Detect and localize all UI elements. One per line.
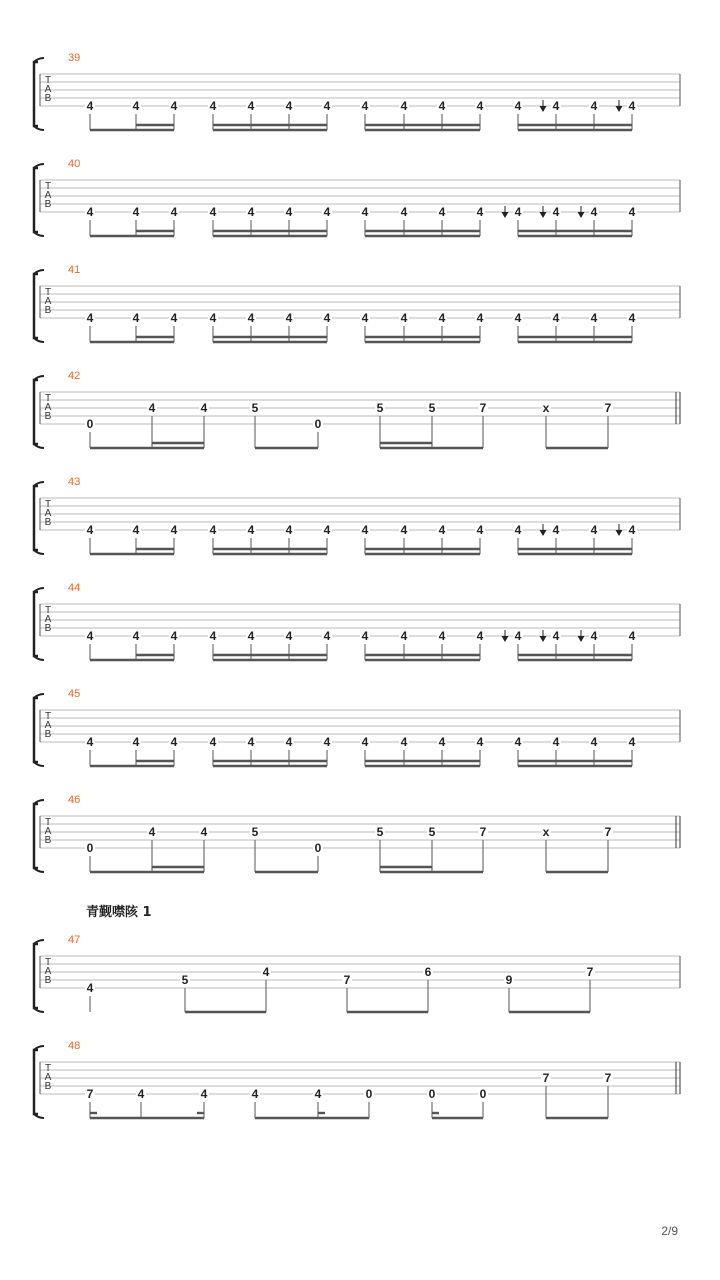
fret-number: 5 bbox=[251, 825, 259, 839]
fret-number: 7 bbox=[86, 1087, 94, 1101]
fret-number: 4 bbox=[400, 311, 408, 325]
fret-number: 4 bbox=[438, 523, 446, 537]
fret-number: 4 bbox=[209, 205, 217, 219]
fret-number: 5 bbox=[376, 825, 384, 839]
tab-clef-letter: T bbox=[44, 181, 52, 192]
fret-number: 4 bbox=[628, 735, 636, 749]
fret-number: 4 bbox=[514, 311, 522, 325]
fret-number: 4 bbox=[285, 99, 293, 113]
fret-number: 4 bbox=[323, 629, 331, 643]
fret-number: 4 bbox=[209, 99, 217, 113]
fret-number: 0 bbox=[314, 417, 322, 431]
measure-number: 44 bbox=[68, 582, 81, 594]
fret-number: 4 bbox=[86, 99, 94, 113]
fret-number: 4 bbox=[132, 311, 140, 325]
tab-clef-letter: T bbox=[44, 75, 52, 86]
tab-clef-letter: T bbox=[44, 605, 52, 616]
fret-number: 4 bbox=[323, 735, 331, 749]
fret-number: 4 bbox=[262, 965, 270, 979]
strum-down-arrow-icon bbox=[502, 636, 509, 642]
tab-clef-letter: B bbox=[44, 93, 52, 104]
fret-number: 4 bbox=[476, 629, 484, 643]
bracket-hook-bottom bbox=[34, 126, 44, 130]
fret-number: 4 bbox=[323, 99, 331, 113]
fret-number: x bbox=[542, 401, 550, 415]
fret-number: 4 bbox=[285, 735, 293, 749]
fret-number: 4 bbox=[285, 629, 293, 643]
fret-number: 5 bbox=[376, 401, 384, 415]
fret-number: 4 bbox=[132, 629, 140, 643]
system-bracket bbox=[34, 486, 38, 550]
fret-number: 4 bbox=[628, 629, 636, 643]
tab-system-40 bbox=[34, 158, 680, 236]
tab-clef-letter: B bbox=[44, 1081, 52, 1092]
tab-clef-letter: A bbox=[44, 966, 52, 977]
fret-number: 4 bbox=[552, 311, 560, 325]
fret-number: 4 bbox=[438, 629, 446, 643]
bracket-hook-top bbox=[34, 1046, 44, 1050]
bracket-hook-top bbox=[34, 940, 44, 944]
tab-clef-letter: B bbox=[44, 517, 52, 528]
system-bracket bbox=[34, 944, 38, 1008]
bracket-hook-top bbox=[34, 800, 44, 804]
bracket-hook-top bbox=[34, 58, 44, 62]
fret-number: 5 bbox=[428, 825, 436, 839]
tab-clef-letter: B bbox=[44, 411, 52, 422]
fret-number: 4 bbox=[209, 523, 217, 537]
fret-number: 7 bbox=[586, 965, 594, 979]
strum-down-arrow-icon bbox=[540, 106, 547, 112]
system-bracket bbox=[34, 168, 38, 232]
fret-number: 5 bbox=[428, 401, 436, 415]
fret-number: 4 bbox=[247, 311, 255, 325]
fret-number: 4 bbox=[514, 99, 522, 113]
bracket-hook-top bbox=[34, 270, 44, 274]
fret-number: 4 bbox=[137, 1087, 145, 1101]
measure-number: 47 bbox=[68, 934, 81, 946]
fret-number: 4 bbox=[247, 205, 255, 219]
fret-number: 4 bbox=[247, 523, 255, 537]
measure-number: 45 bbox=[68, 688, 81, 700]
fret-number: 4 bbox=[86, 523, 94, 537]
strum-down-arrow-icon bbox=[540, 212, 547, 218]
fret-number: 4 bbox=[438, 735, 446, 749]
bracket-hook-bottom bbox=[34, 656, 44, 660]
bracket-hook-bottom bbox=[34, 762, 44, 766]
fret-number: 5 bbox=[251, 401, 259, 415]
system-bracket bbox=[34, 1050, 38, 1114]
fret-number: 4 bbox=[514, 629, 522, 643]
system-bracket bbox=[34, 698, 38, 762]
fret-number: 4 bbox=[200, 1087, 208, 1101]
fret-number: 4 bbox=[170, 629, 178, 643]
tab-clef-letter: A bbox=[44, 826, 52, 837]
fret-number: 4 bbox=[552, 629, 560, 643]
tab-system-41 bbox=[34, 264, 680, 342]
fret-number: 4 bbox=[209, 629, 217, 643]
fret-number: 4 bbox=[552, 735, 560, 749]
fret-number: 4 bbox=[86, 735, 94, 749]
bracket-hook-bottom bbox=[34, 1114, 44, 1118]
fret-number: 4 bbox=[323, 311, 331, 325]
bracket-hook-top bbox=[34, 482, 44, 486]
fret-number: 9 bbox=[505, 973, 513, 987]
tab-system-43 bbox=[34, 476, 680, 554]
fret-number: 4 bbox=[285, 205, 293, 219]
section-label: 青觐噤陔 1 bbox=[86, 905, 152, 920]
fret-number: 4 bbox=[86, 629, 94, 643]
measure-number: 43 bbox=[68, 476, 81, 488]
system-bracket bbox=[34, 274, 38, 338]
strum-down-arrow-icon bbox=[616, 530, 623, 536]
fret-number: 4 bbox=[476, 311, 484, 325]
fret-number: 4 bbox=[285, 523, 293, 537]
fret-number: 7 bbox=[542, 1071, 550, 1085]
fret-number: 4 bbox=[314, 1087, 322, 1101]
fret-number: 4 bbox=[476, 99, 484, 113]
fret-number: 4 bbox=[628, 523, 636, 537]
bracket-hook-bottom bbox=[34, 338, 44, 342]
fret-number: 4 bbox=[132, 99, 140, 113]
fret-number: 4 bbox=[86, 205, 94, 219]
tab-clef-letter: A bbox=[44, 508, 52, 519]
fret-number: 4 bbox=[361, 523, 369, 537]
tab-system-44 bbox=[34, 582, 680, 660]
fret-number: 4 bbox=[170, 99, 178, 113]
fret-number: 7 bbox=[479, 401, 487, 415]
tab-clef-letter: A bbox=[44, 402, 52, 413]
measure-number: 46 bbox=[68, 794, 81, 806]
strum-down-arrow-icon bbox=[578, 636, 585, 642]
tab-clef-letter: B bbox=[44, 729, 52, 740]
tab-clef-letter: B bbox=[44, 835, 52, 846]
fret-number: 6 bbox=[424, 965, 432, 979]
tab-clef-letter: T bbox=[44, 1063, 52, 1074]
fret-number: 4 bbox=[361, 735, 369, 749]
tab-clef-letter: A bbox=[44, 1072, 52, 1083]
bracket-hook-top bbox=[34, 164, 44, 168]
system-bracket bbox=[34, 804, 38, 868]
fret-number: 7 bbox=[343, 973, 351, 987]
tab-clef-letter: A bbox=[44, 614, 52, 625]
fret-number: 4 bbox=[200, 825, 208, 839]
fret-number: 0 bbox=[479, 1087, 487, 1101]
fret-number: 4 bbox=[628, 311, 636, 325]
fret-number: 4 bbox=[361, 205, 369, 219]
fret-number: 7 bbox=[604, 401, 612, 415]
fret-number: 4 bbox=[514, 205, 522, 219]
tab-systems bbox=[34, 52, 680, 1118]
fret-number: 4 bbox=[323, 205, 331, 219]
tab-system-42 bbox=[34, 370, 680, 448]
tab-system-48 bbox=[34, 1040, 680, 1118]
fret-number: 4 bbox=[590, 735, 598, 749]
tab-clef-letter: T bbox=[44, 957, 52, 968]
fret-number: 4 bbox=[86, 981, 94, 995]
strum-down-arrow-icon bbox=[578, 212, 585, 218]
tab-system-47 bbox=[34, 934, 680, 1012]
bracket-hook-bottom bbox=[34, 444, 44, 448]
tab-system-45 bbox=[34, 688, 680, 766]
fret-number: 4 bbox=[361, 629, 369, 643]
measure-number: 42 bbox=[68, 370, 81, 382]
fret-number: 4 bbox=[400, 99, 408, 113]
tab-clef-letter: B bbox=[44, 623, 52, 634]
bracket-hook-bottom bbox=[34, 1008, 44, 1012]
fret-number: 4 bbox=[132, 205, 140, 219]
tab-clef-letter: T bbox=[44, 393, 52, 404]
fret-number: 0 bbox=[314, 841, 322, 855]
bracket-hook-bottom bbox=[34, 550, 44, 554]
fret-number: 4 bbox=[132, 523, 140, 537]
system-bracket bbox=[34, 380, 38, 444]
fret-number: 4 bbox=[590, 523, 598, 537]
fret-number: 4 bbox=[590, 205, 598, 219]
fret-number: 5 bbox=[181, 973, 189, 987]
fret-number: 4 bbox=[170, 523, 178, 537]
bracket-hook-bottom bbox=[34, 232, 44, 236]
fret-number: 4 bbox=[590, 99, 598, 113]
fret-number: 4 bbox=[285, 311, 293, 325]
strum-down-arrow-icon bbox=[616, 106, 623, 112]
fret-number: 4 bbox=[400, 735, 408, 749]
tab-clef-letter: T bbox=[44, 499, 52, 510]
tab-clef-letter: B bbox=[44, 199, 52, 210]
fret-number: 7 bbox=[604, 1071, 612, 1085]
fret-number: 4 bbox=[170, 735, 178, 749]
fret-number: 4 bbox=[438, 99, 446, 113]
measure-number: 41 bbox=[68, 264, 81, 276]
measure-number: 39 bbox=[68, 52, 81, 64]
fret-number: 4 bbox=[86, 311, 94, 325]
bracket-hook-top bbox=[34, 376, 44, 380]
fret-number: 4 bbox=[200, 401, 208, 415]
fret-number: 4 bbox=[170, 311, 178, 325]
fret-number: 4 bbox=[148, 401, 156, 415]
strum-down-arrow-icon bbox=[502, 212, 509, 218]
fret-number: 4 bbox=[476, 523, 484, 537]
fret-number: 4 bbox=[400, 629, 408, 643]
measure-number: 40 bbox=[68, 158, 81, 170]
fret-number: 4 bbox=[251, 1087, 259, 1101]
fret-number: 4 bbox=[247, 735, 255, 749]
tab-clef-letter: A bbox=[44, 190, 52, 201]
fret-number: 4 bbox=[514, 523, 522, 537]
bracket-hook-bottom bbox=[34, 868, 44, 872]
tab-system-39 bbox=[34, 52, 680, 130]
system-bracket bbox=[34, 62, 38, 126]
fret-number: 4 bbox=[476, 205, 484, 219]
fret-number: 4 bbox=[590, 629, 598, 643]
tab-clef-letter: B bbox=[44, 975, 52, 986]
fret-number: 4 bbox=[170, 205, 178, 219]
tab-clef-letter: A bbox=[44, 84, 52, 95]
strum-down-arrow-icon bbox=[540, 636, 547, 642]
fret-number: 4 bbox=[361, 99, 369, 113]
fret-number: 4 bbox=[247, 99, 255, 113]
bracket-hook-top bbox=[34, 694, 44, 698]
fret-number: 0 bbox=[365, 1087, 373, 1101]
fret-number: 4 bbox=[476, 735, 484, 749]
measure-number: 48 bbox=[68, 1040, 81, 1052]
fret-number: 4 bbox=[323, 523, 331, 537]
tab-clef-letter: A bbox=[44, 720, 52, 731]
fret-number: 4 bbox=[590, 311, 598, 325]
fret-number: 4 bbox=[148, 825, 156, 839]
fret-number: 7 bbox=[604, 825, 612, 839]
fret-number: 0 bbox=[428, 1087, 436, 1101]
fret-number: 4 bbox=[514, 735, 522, 749]
tab-system-46 bbox=[34, 794, 680, 872]
fret-number: 7 bbox=[479, 825, 487, 839]
tab-clef-letter: A bbox=[44, 296, 52, 307]
fret-number: 4 bbox=[400, 205, 408, 219]
fret-number: 0 bbox=[86, 417, 94, 431]
fret-number: 4 bbox=[247, 629, 255, 643]
tab-clef-letter: B bbox=[44, 305, 52, 316]
fret-number: 0 bbox=[86, 841, 94, 855]
fret-number: 4 bbox=[552, 99, 560, 113]
fret-number: 4 bbox=[400, 523, 408, 537]
fret-number: 4 bbox=[438, 205, 446, 219]
tab-clef-letter: T bbox=[44, 711, 52, 722]
strum-down-arrow-icon bbox=[540, 530, 547, 536]
fret-number: 4 bbox=[132, 735, 140, 749]
fret-number: 4 bbox=[552, 523, 560, 537]
fret-number: x bbox=[542, 825, 550, 839]
tab-clef-letter: T bbox=[44, 817, 52, 828]
system-bracket bbox=[34, 592, 38, 656]
bracket-hook-top bbox=[34, 588, 44, 592]
fret-number: 4 bbox=[628, 205, 636, 219]
tab-clef-letter: T bbox=[44, 287, 52, 298]
fret-number: 4 bbox=[209, 311, 217, 325]
fret-number: 4 bbox=[209, 735, 217, 749]
fret-number: 4 bbox=[438, 311, 446, 325]
fret-number: 4 bbox=[628, 99, 636, 113]
page-number: 2/9 bbox=[661, 1224, 678, 1238]
fret-number: 4 bbox=[361, 311, 369, 325]
fret-number: 4 bbox=[552, 205, 560, 219]
